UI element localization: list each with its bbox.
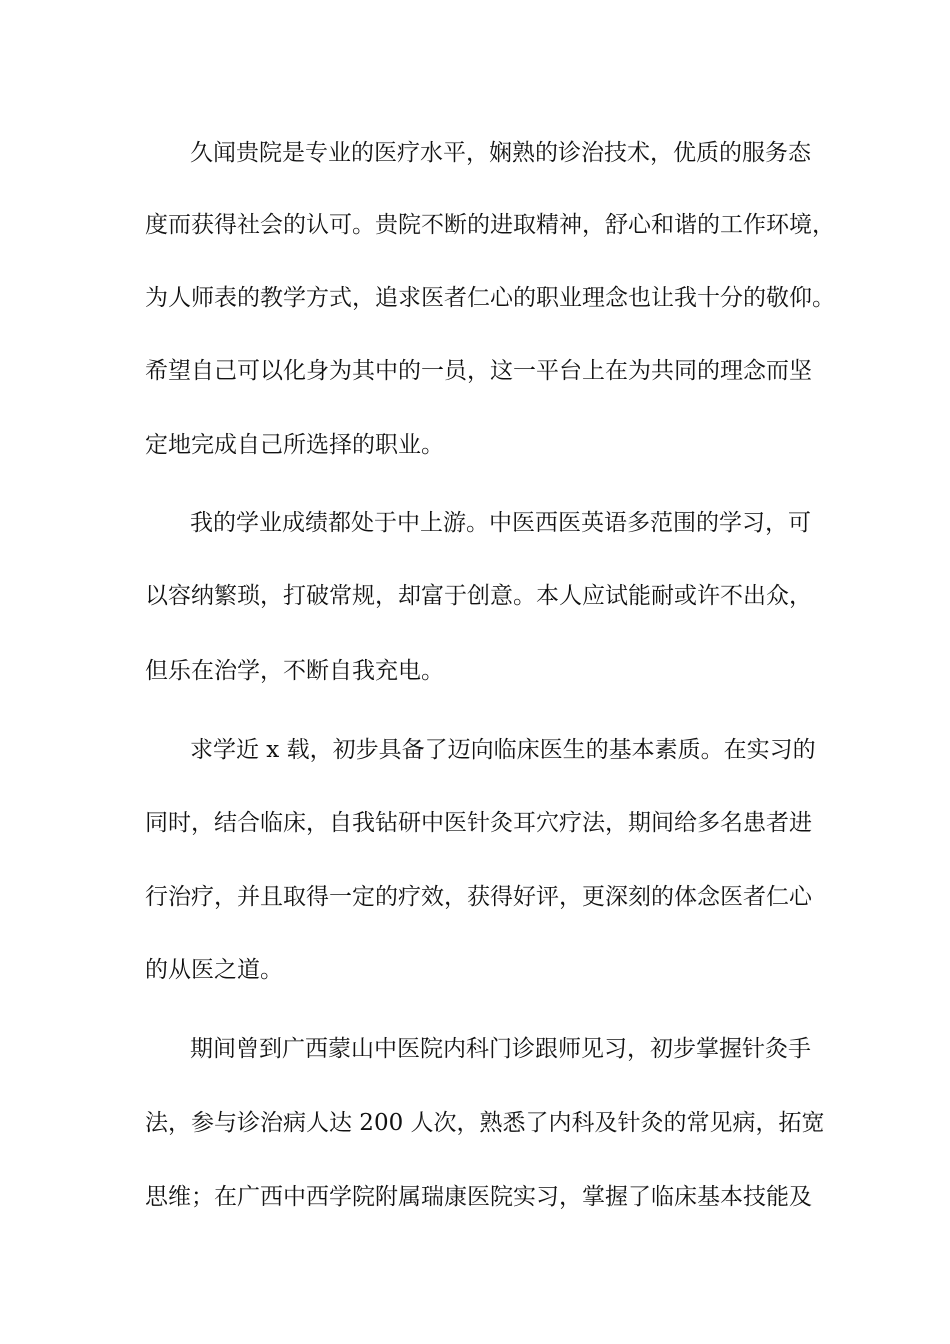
paragraph-1-line-2: 度而获得社会的认可。贵院不断的进取精神，舒心和谐的工作环境， <box>145 212 835 238</box>
paragraph-2-line-2: 以容纳繁琐，打破常规，却富于创意。本人应试能耐或许不出众， <box>145 583 812 609</box>
paragraph-1-line-3: 为人师表的教学方式，追求医者仁心的职业理念也让我十分的敬仰。 <box>145 285 835 311</box>
paragraph-1-line-5: 定地完成自己所选择的职业。 <box>145 432 444 458</box>
paragraph-2-line-3: 但乐在治学，不断自我充电。 <box>145 658 444 684</box>
paragraph-3-line-2: 同时，结合临床，自我钻研中医针灸耳穴疗法，期间给多名患者进 <box>145 810 812 836</box>
paragraph-3-line-1: 求学近 x 载，初步具备了迈向临床医生的基本素质。在实习的 <box>190 737 816 763</box>
paragraph-1-line-1: 久闻贵院是专业的医疗水平，娴熟的诊治技术，优质的服务态 <box>190 140 811 166</box>
paragraph-4-line-2: 法，参与诊治病人达 200 人次，熟悉了内科及针灸的常见病，拓宽 <box>145 1110 825 1136</box>
paragraph-3-line-3: 行治疗，并且取得一定的疗效，获得好评，更深刻的体念医者仁心 <box>145 884 812 910</box>
paragraph-3-line-4: 的从医之道。 <box>145 957 283 983</box>
paragraph-1-line-4: 希望自己可以化身为其中的一员，这一平台上在为共同的理念而坚 <box>145 358 812 384</box>
paragraph-4-line-3: 思维；在广西中西学院附属瑞康医院实习，掌握了临床基本技能及 <box>145 1184 812 1210</box>
paragraph-2-line-1: 我的学业成绩都处于中上游。中医西医英语多范围的学习，可 <box>190 510 811 536</box>
paragraph-4-line-1: 期间曾到广西蒙山中医院内科门诊跟师见习，初步掌握针灸手 <box>190 1036 811 1062</box>
